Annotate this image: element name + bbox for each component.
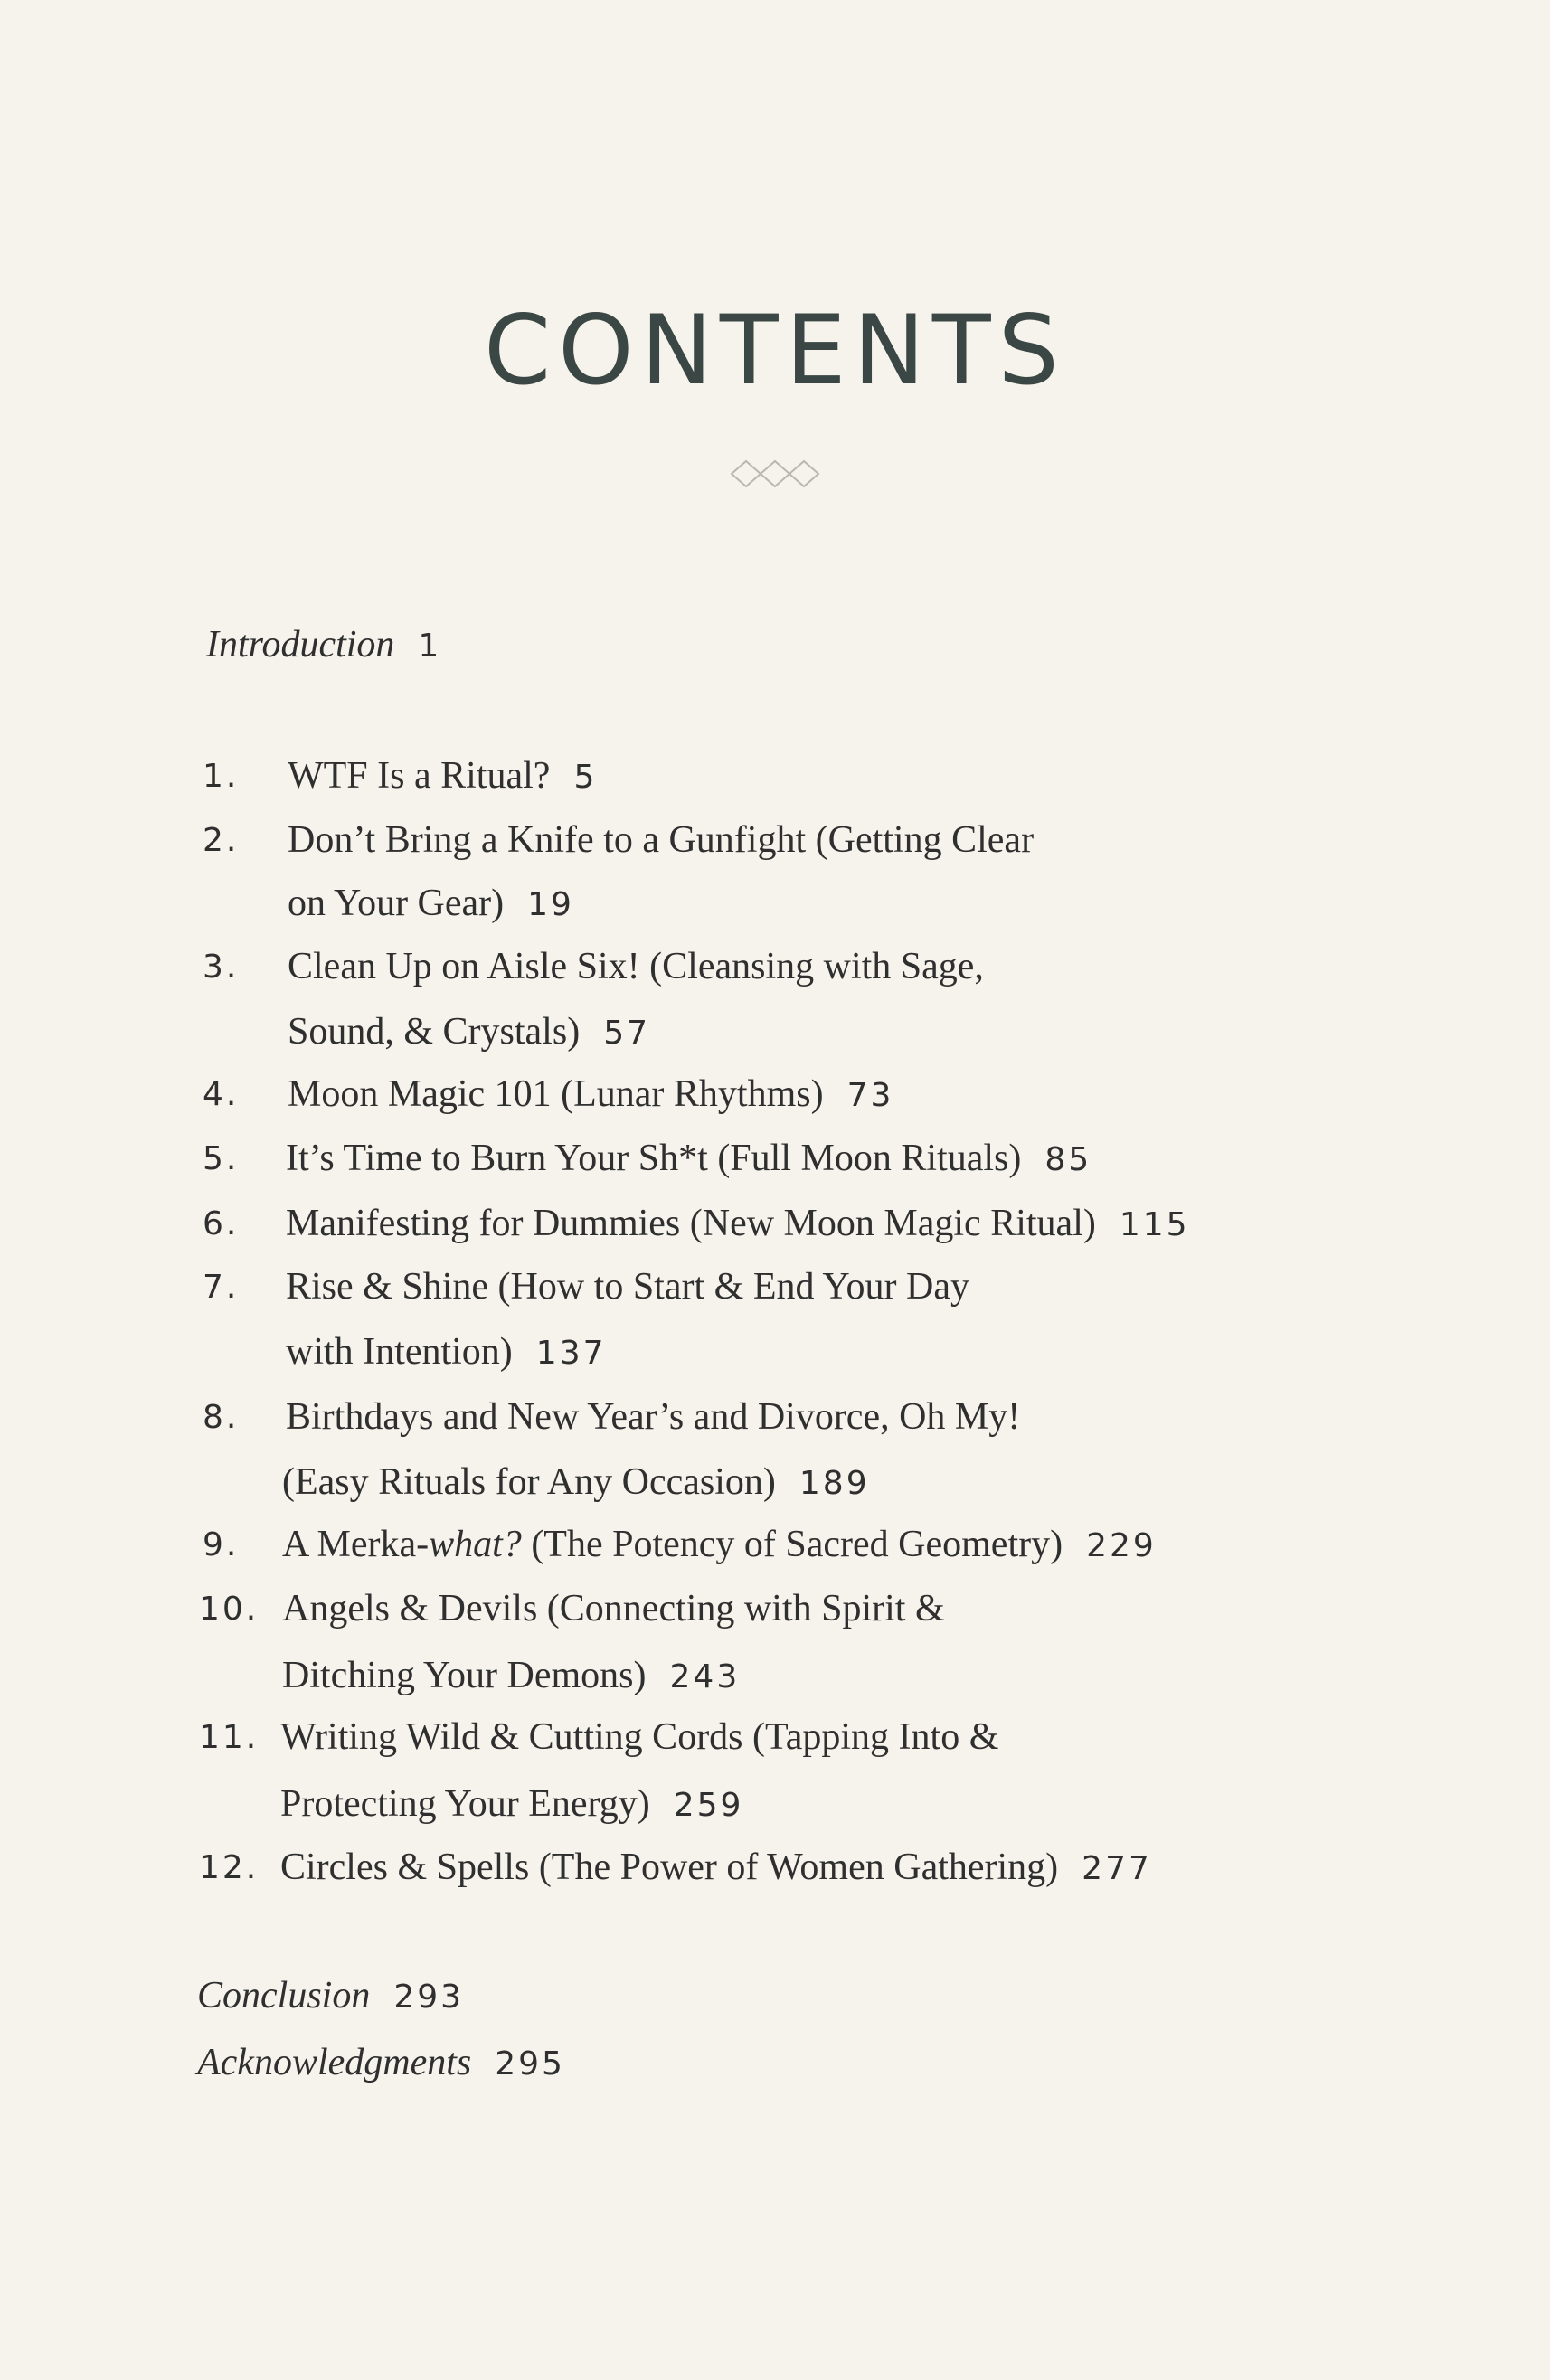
chapter-title-line — [282, 1525, 1157, 1563]
chapter-title-line2 — [286, 1333, 607, 1371]
chapter-title: Protecting Your Energy) — [280, 1783, 650, 1825]
chapter-title-line2 — [280, 1785, 743, 1823]
chapter-title: Manifesting for Dummies (New Moon Magic Ritual) — [286, 1203, 1096, 1244]
chapter-page: 243 — [669, 1658, 741, 1695]
chapter-title-line2 — [282, 1463, 870, 1501]
chapter-title-line1: Writing Wild & Cutting Cords (Tapping Into & — [280, 1716, 999, 1758]
page-title: CONTENTS — [484, 295, 1066, 406]
chapter-number: 9. — [203, 1526, 240, 1563]
acknowledgments-entry — [197, 2044, 565, 2082]
chapter-title-line2 — [288, 884, 574, 922]
chapter-title: Moon Magic 101 (Lunar Rhythms) — [288, 1073, 824, 1115]
chapter-page: 5 — [573, 759, 598, 796]
chapter-title-prefix: A Merka- — [282, 1524, 430, 1565]
chapter-title-line — [286, 1139, 1092, 1177]
chapter-title-rest: (The Potency of Sacred Geometry) — [521, 1524, 1063, 1565]
chapter-number: 7. — [203, 1269, 240, 1306]
chapter-page: 73 — [846, 1077, 894, 1114]
chapter-title-line2 — [282, 1657, 740, 1695]
chapter-page: 229 — [1086, 1527, 1157, 1564]
conclusion-entry — [197, 1977, 464, 2015]
chapter-title: Sound, & Crystals) — [288, 1011, 581, 1053]
chapter-number: 4. — [203, 1076, 240, 1113]
chapter-number: 6. — [203, 1205, 240, 1242]
chapter-title-line — [288, 757, 597, 795]
introduction-page: 1 — [418, 628, 442, 665]
chapter-title-line1: Birthdays and New Year’s and Divorce, Oh My! — [286, 1396, 1021, 1438]
chapter-title: on Your Gear) — [288, 883, 505, 924]
introduction-label: Introduction — [206, 624, 395, 666]
chapter-title-line — [288, 1075, 893, 1113]
chapter-title: WTF Is a Ritual? — [288, 755, 551, 797]
chapter-page: 115 — [1119, 1206, 1190, 1243]
chapter-number: 8. — [203, 1399, 240, 1436]
chapter-title: Ditching Your Demons) — [282, 1655, 647, 1696]
chapter-number: 3. — [203, 949, 240, 986]
chapter-title: It’s Time to Burn Your Sh*t (Full Moon Rituals) — [286, 1138, 1022, 1179]
chapter-page: 277 — [1082, 1850, 1152, 1887]
chapter-page: 57 — [603, 1015, 650, 1052]
chapter-number: 1. — [203, 758, 240, 795]
chapter-title: with Intention) — [286, 1331, 513, 1373]
chapter-number: 10. — [199, 1591, 260, 1628]
chapter-page: 137 — [535, 1335, 607, 1372]
chapter-title-line1: Clean Up on Aisle Six! (Cleansing with Sage, — [288, 946, 984, 987]
chapter-number: 12. — [199, 1849, 260, 1886]
chapter-number: 11. — [199, 1719, 260, 1756]
chapter-title-line2 — [288, 1013, 650, 1051]
chapter-title-line — [280, 1848, 1152, 1886]
chapter-number: 2. — [203, 822, 240, 859]
chapter-page: 259 — [673, 1787, 744, 1824]
chapter-page: 189 — [799, 1465, 870, 1502]
chapter-page: 19 — [527, 886, 574, 923]
chapter-title-line1: Don’t Bring a Knife to a Gunfight (Getting Clear — [288, 819, 1035, 861]
chapter-title: Circles & Spells (The Power of Women Gathering) — [280, 1846, 1059, 1888]
chapter-title-line1: Angels & Devils (Connecting with Spirit & — [282, 1588, 945, 1629]
chapter-title: (Easy Rituals for Any Occasion) — [282, 1461, 776, 1503]
chapter-number: 5. — [203, 1140, 240, 1177]
conclusion-label: Conclusion — [197, 1975, 371, 2016]
chapter-title-italic: what? — [429, 1524, 522, 1565]
chapter-page: 85 — [1044, 1141, 1092, 1178]
conclusion-page: 293 — [393, 1979, 465, 2016]
acknowledgments-label: Acknowledgments — [197, 2042, 472, 2083]
chapter-title-line1: Rise & Shine (How to Start & End Your Day — [286, 1266, 969, 1308]
chapter-title-line — [286, 1204, 1190, 1242]
acknowledgments-page: 295 — [495, 2045, 565, 2082]
